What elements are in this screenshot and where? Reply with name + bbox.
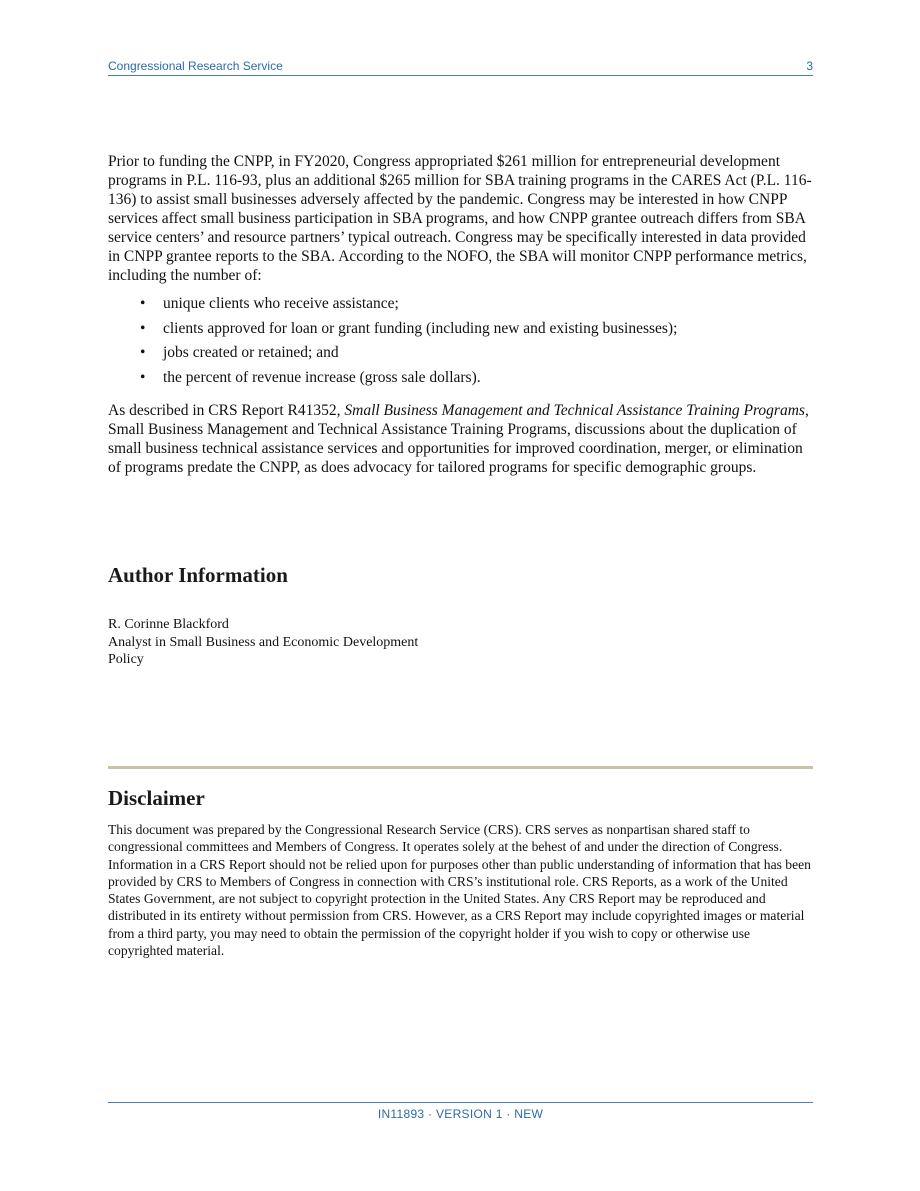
author-block — [108, 616, 468, 669]
author-name: R. Corinne Blackford — [108, 617, 229, 632]
page-footer: IN11893 · VERSION 1 · NEW — [377, 1107, 544, 1121]
paragraph-funding: Prior to funding the CNPP, in FY2020, Congress appropriated $261 million for entrepreneurial development programs in P.L. 116-93, plus an additional $265 million for SBA training programs in the CARES Act (P.L. 116-136) to assist small businesses adversely affected by the pandemic. Congress may be interested in how CNPP services affect small business participation in SBA programs, and how CNPP grantee outreach differs from SBA service centers’ and resource partners’ typical outreach. Congress may be specifically interested in data provided in CNPP grantee reports to the SBA. According to the NOFO, the SBA will monitor CNPP performance metrics, including the number of: — [108, 153, 812, 284]
metrics-list — [108, 294, 813, 392]
list-item: • jobs created or retained; and — [108, 343, 813, 362]
header-publisher: Congressional Research Service — [108, 59, 283, 73]
list-item: • the percent of revenue increase (gross sale dollars). — [108, 368, 813, 387]
list-item: • unique clients who receive assistance; — [108, 294, 813, 313]
list-item: • clients approved for loan or grant funding (including new and existing businesses); — [108, 319, 813, 338]
author-title: Analyst in Small Business and Economic Development — [108, 634, 419, 650]
report-title-link[interactable]: Small Business Management and Technical Assistance Training Programs — [344, 402, 805, 419]
page-number: 3 — [806, 59, 813, 73]
author-title-cont: Policy — [108, 652, 144, 667]
paragraph-crs-report — [108, 401, 813, 477]
author-heading: Author Information — [108, 563, 288, 587]
disclaimer-text: This document was prepared by the Congressional Research Service (CRS). CRS serves as nonpartisan shared staff to congressional committees and Members of Congress. It operates solely at the behest of and under the direction of Congress. Information in a CRS Report should not be relied upon for purposes other than public understanding of information that has been provided by CRS to Members of Congress in connection with CRS’s institutional role. CRS Reports, as a work of the United States Government, are not subject to copyright protection in the United States. Any CRS Report may be reproduced and distributed in its entirety without permission from CRS. However, as a CRS Report may include copyrighted images or material from a third party, you may need to obtain the permission of the copyright holder if you wish to copy or otherwise use copyrighted material. — [108, 822, 811, 959]
footer-divider — [108, 1102, 813, 1103]
paragraph-text: , Small Business Management and Technical Assistance Training Programs, discussions about the duplication of small business technical assistance services and opportunities for improved coordination, merger, or elimination of programs predate the CNPP, as does advocacy for tailored programs for specific demographic groups. — [108, 402, 809, 476]
paragraph-text: As described in CRS Report R41352, — [108, 402, 345, 419]
disclaimer-heading: Disclaimer — [108, 786, 205, 810]
section-divider — [108, 766, 813, 769]
page-header — [108, 57, 813, 76]
